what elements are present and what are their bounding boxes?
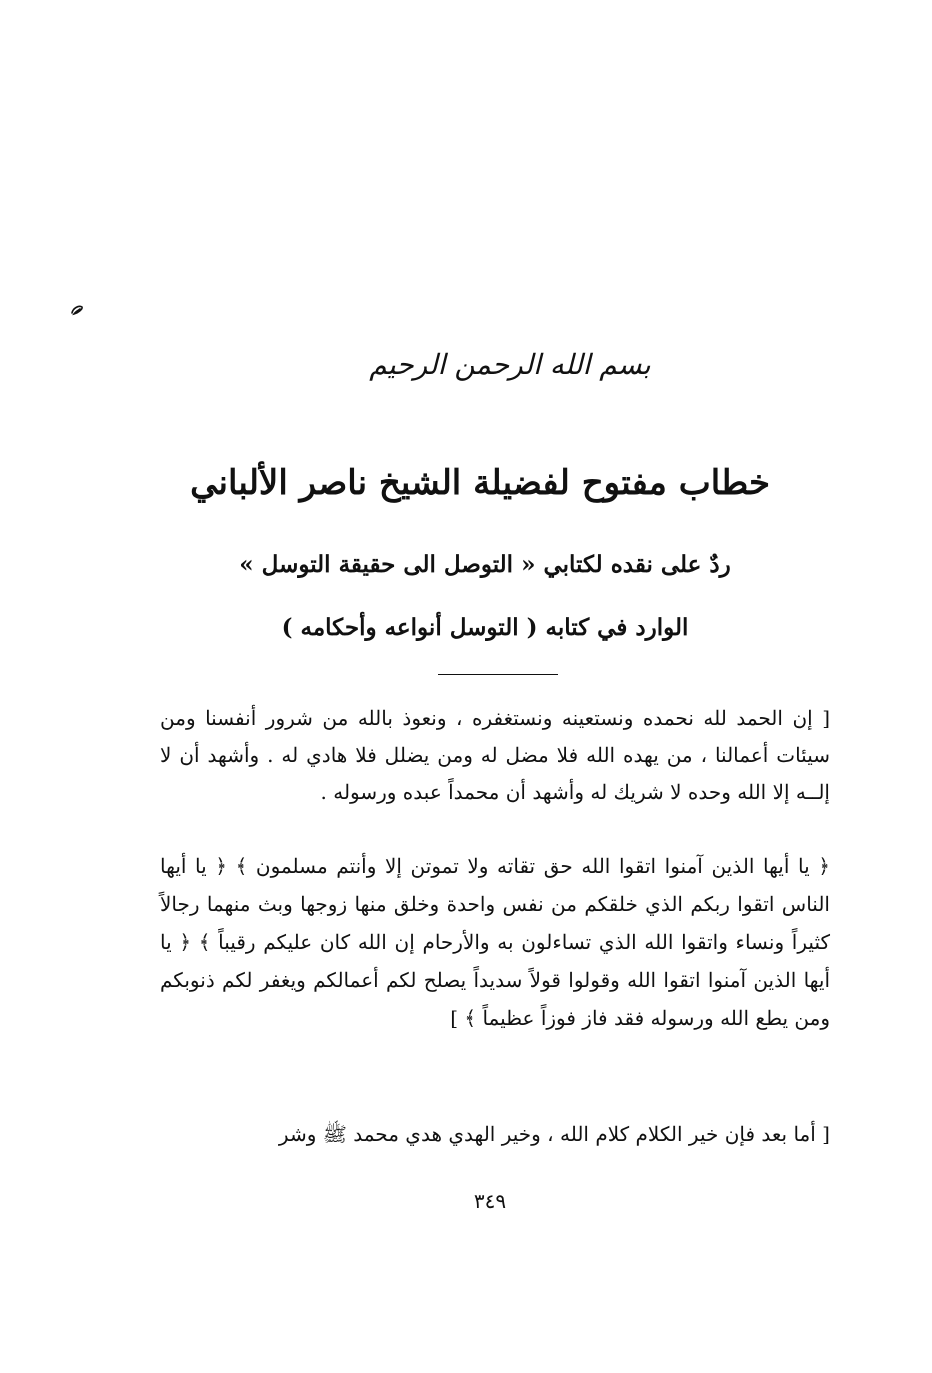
basmala-calligraphy: بسم الله الرحمن الرحيم <box>369 348 651 381</box>
subtitle-reply: ردٌ على نقده لكتابي « التوصل الى حقيقة التوسل » <box>239 551 731 578</box>
paragraph-opening-praise: [ إن الحمد لله نحمده ونستعينه ونستغفره ، ونعوذ بالله من شرور أنفسنا ومن سيئات أعمالنا ، من يهده الله فلا مضل له ومن يضلل فلا هادي له . وأشهد أن لا إلــه إلا الله وحده لا شريك له وأشهد أن محمداً عبده ورسوله . <box>160 706 830 804</box>
paragraph-quranic-verses: ﴿ يا أيها الذين آمنوا اتقوا الله حق تقاته ولا تموتن إلا وأنتم مسلمون ﴾ ﴿ يا أيها الناس اتقوا ربكم الذي خلقكم من نفس واحدة وخلق منها زوجها وبث منهما رجالاً كثيراً ونساء واتقوا الله الذي تساءلون به والأرحام إن الله كان عليكم رقيباً ﴾ ﴿ يا أيها الذين آمنوا اتقوا الله وقولوا قولاً سديداً يصلح لكم أعمالكم ويغفر لكم ذنوبكم ومن يطع الله ورسوله فقد فاز فوزاً عظيماً ﴾ ] <box>160 854 830 1030</box>
subtitle-source: الوارد في كتابه ( التوسل أنواعه وأحكامه ) <box>281 614 689 641</box>
section-divider <box>438 674 558 675</box>
page-number: ٣٤٩ <box>473 1189 507 1213</box>
paragraph-amma-bad: [ أما بعد فإن خير الكلام كلام الله ، وخير الهدي هدي محمد ﷺ وشر <box>278 1122 830 1146</box>
ink-mark-icon <box>70 304 84 316</box>
page-title: خطاب مفتوح لفضيلة الشيخ ناصر الألباني <box>190 463 770 503</box>
